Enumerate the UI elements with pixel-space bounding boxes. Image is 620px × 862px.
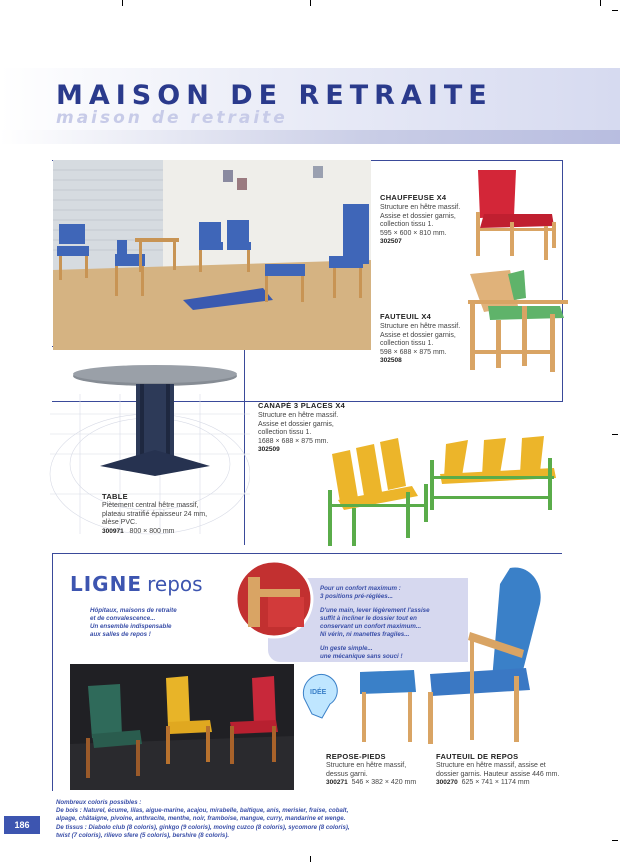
chauffeuse-photo bbox=[470, 166, 560, 262]
bubble-text: Pour un confort maximum : 3 positions pré-réglées... D'une main, lever légèrement l'assise suffit à incliner le dossier tout en conservant un confort maximum... Ni vérin, ni manettes fragiles... Un geste simple... une mécanique sans souci ! bbox=[320, 585, 430, 660]
header-rule bbox=[0, 130, 620, 144]
canape-title: CANAPÉ 3 PLACES X4 bbox=[258, 401, 346, 410]
ligne-intro: Hôpitaux, maisons de retraite et de convalescence... Un ensemble indispensable aux salles de repos ! bbox=[90, 607, 177, 638]
table-desc: Piètement central hêtre massif, plateau stratifié épaisseur 24 mm, alèse PVC. 300971 800 × 800 mm bbox=[102, 502, 208, 535]
page-title: MAISON DE RETRAITE bbox=[56, 80, 493, 111]
ligne-heading: LIGNE repos bbox=[70, 572, 203, 596]
repos-photo bbox=[300, 564, 562, 750]
chauffeuse-desc: Structure en hêtre massif. Assise et dossier garnis, collection tissu 1. 595 × 600 × 810 mm. 302507 bbox=[380, 204, 461, 245]
repose-pieds-title: REPOSE-PIEDS bbox=[326, 752, 386, 761]
colors-list: Nombreux coloris possibles : De bois : Naturel, écume, lilas, aigue-marine, acajou, mirabelle, baltique, anis, merisier, fraise, cobalt, alpage, châtaigne, pivoine, anthracite, menthe, noir, framboise, mangue, curry, mandarine et wenge. De tissus : Diabolo club (8 coloris), ginkgo (9 coloris), moving cuzco (8 coloris), sycomore (8 coloris), twist (7 coloris), rilievo sfere (5 coloris), bershire (8 coloris). bbox=[56, 799, 350, 839]
fauteuil-repos-title: FAUTEUIL DE REPOS bbox=[436, 752, 519, 761]
fauteuil-desc: Structure en hêtre massif. Assise et dossier garnis, collection tissu 1. 598 × 688 × 875 mm. 302508 bbox=[380, 323, 461, 364]
page-number: 186 bbox=[4, 816, 40, 834]
table-title: TABLE bbox=[102, 492, 128, 501]
canape-photo bbox=[322, 430, 567, 550]
chauffeuse-title: CHAUFFEUSE X4 bbox=[380, 193, 447, 202]
armchairs-photo bbox=[70, 664, 294, 790]
room-photo bbox=[53, 160, 371, 350]
canape-desc: Structure en hêtre massif. Assise et dossier garnis, collection tissu 1. 1688 × 688 × 875 mm. 302509 bbox=[258, 412, 339, 453]
fauteuil-title: FAUTEUIL X4 bbox=[380, 312, 432, 321]
idee-badge: IDÉE bbox=[310, 689, 327, 696]
fauteuil-photo bbox=[460, 270, 570, 376]
page-subtitle: maison de retraite bbox=[56, 108, 288, 128]
fauteuil-repos-desc: Structure en hêtre massif, assise et dossier garnis. Hauteur assise 446 mm. 300270 625 × 741 × 1174 mm bbox=[436, 762, 560, 786]
repose-pieds-desc: Structure en hêtre massif, dessus garni. 300271 546 × 382 × 420 mm bbox=[326, 762, 417, 786]
